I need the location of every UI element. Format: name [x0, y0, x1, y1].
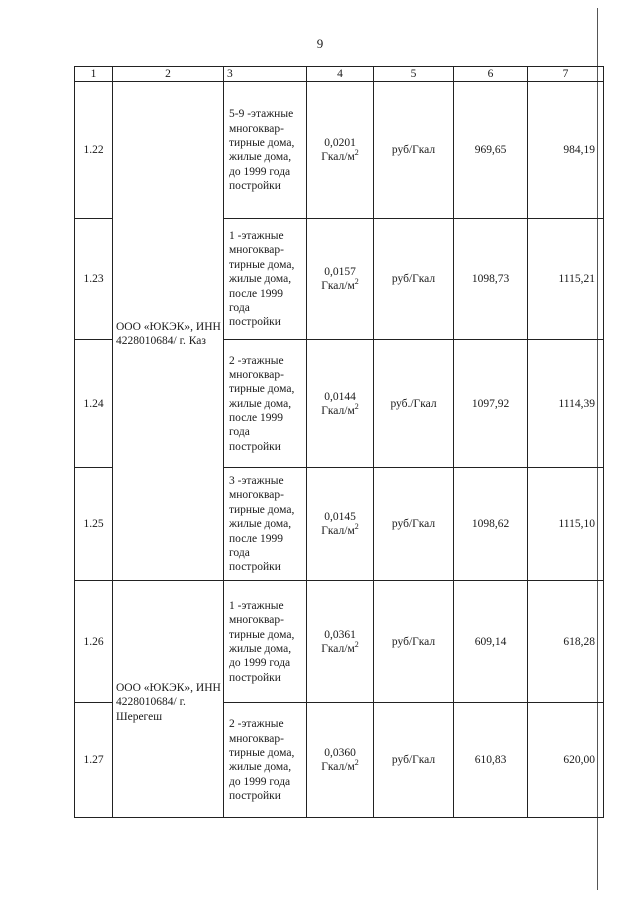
header-cell: 5: [374, 67, 454, 82]
consumption-norm: 0,0145 Гкал/$м^2$: [307, 468, 374, 581]
row-number: 1.25: [75, 468, 113, 581]
row-number: 1.27: [75, 703, 113, 818]
unit-cell: руб./Гкал: [374, 340, 454, 468]
value-col7: 1115,21: [528, 219, 604, 340]
row-number: 1.24: [75, 340, 113, 468]
value-col6: 969,65: [454, 82, 528, 219]
consumption-norm: 0,0201 Гкал/$м^2$: [307, 82, 374, 219]
value-col7: 984,19: [528, 82, 604, 219]
row-number: 1.23: [75, 219, 113, 340]
header-cell: 1: [75, 67, 113, 82]
value-col7: 620,00: [528, 703, 604, 818]
table-header-row: [75, 67, 604, 82]
header-cell: 6: [454, 67, 528, 82]
header-cell: 2: [113, 67, 224, 82]
table-row: [75, 581, 604, 703]
consumption-norm: 0,0361 Гкал/$м^2$: [307, 581, 374, 703]
value-col6: 609,14: [454, 581, 528, 703]
consumption-norm: 0,0360 Гкал/$м^2$: [307, 703, 374, 818]
building-description: 2 -этажные многоквар-тирные дома, жилые дома, после 1999 года постройки: [224, 340, 307, 468]
value-col6: 1098,62: [454, 468, 528, 581]
building-description: 1 -этажные многоквар-тирные дома, жилые дома, до 1999 года постройки: [224, 581, 307, 703]
unit-cell: руб/Гкал: [374, 219, 454, 340]
building-description: 2 -этажные многоквар-тирные дома, жилые дома, до 1999 года постройки: [224, 703, 307, 818]
row-number: 1.22: [75, 82, 113, 219]
organization-name: ООО «ЮКЭК», ИНН 4228010684/ г. Шерегеш: [116, 681, 221, 723]
organization-cell: [113, 581, 224, 818]
building-description: 1 -этажные многоквар-тирные дома, жилые дома, после 1999 года постройки: [224, 219, 307, 340]
unit-cell: руб/Гкал: [374, 82, 454, 219]
building-description: 5-9 -этажные многоквар-тирные дома, жилые дома, до 1999 года постройки: [224, 82, 307, 219]
value-col6: 1097,92: [454, 340, 528, 468]
unit-cell: руб/Гкал: [374, 468, 454, 581]
unit-cell: руб/Гкал: [374, 703, 454, 818]
header-cell: 3: [224, 67, 307, 82]
unit-cell: руб/Гкал: [374, 581, 454, 703]
header-cell: 4: [307, 67, 374, 82]
row-number: 1.26: [75, 581, 113, 703]
organization-name: ООО «ЮКЭК», ИНН 4228010684/ г. Каз: [116, 321, 221, 348]
value-col6: 1098,73: [454, 219, 528, 340]
table-row: [75, 82, 604, 219]
value-col6: 610,83: [454, 703, 528, 818]
value-col7: 1114,39: [528, 340, 604, 468]
consumption-norm: 0,0144 Гкал/$м^2$: [307, 340, 374, 468]
page-number: 9: [316, 36, 324, 51]
organization-cell: [113, 82, 224, 581]
value-col7: 618,28: [528, 581, 604, 703]
header-cell: 7: [528, 67, 604, 82]
value-col7: 1115,10: [528, 468, 604, 581]
consumption-norm: 0,0157 Гкал/$м^2$: [307, 219, 374, 340]
tariff-table: [74, 66, 604, 818]
building-description: 3 -этажные многоквар-тирные дома, жилые дома, после 1999 года постройки: [224, 468, 307, 581]
